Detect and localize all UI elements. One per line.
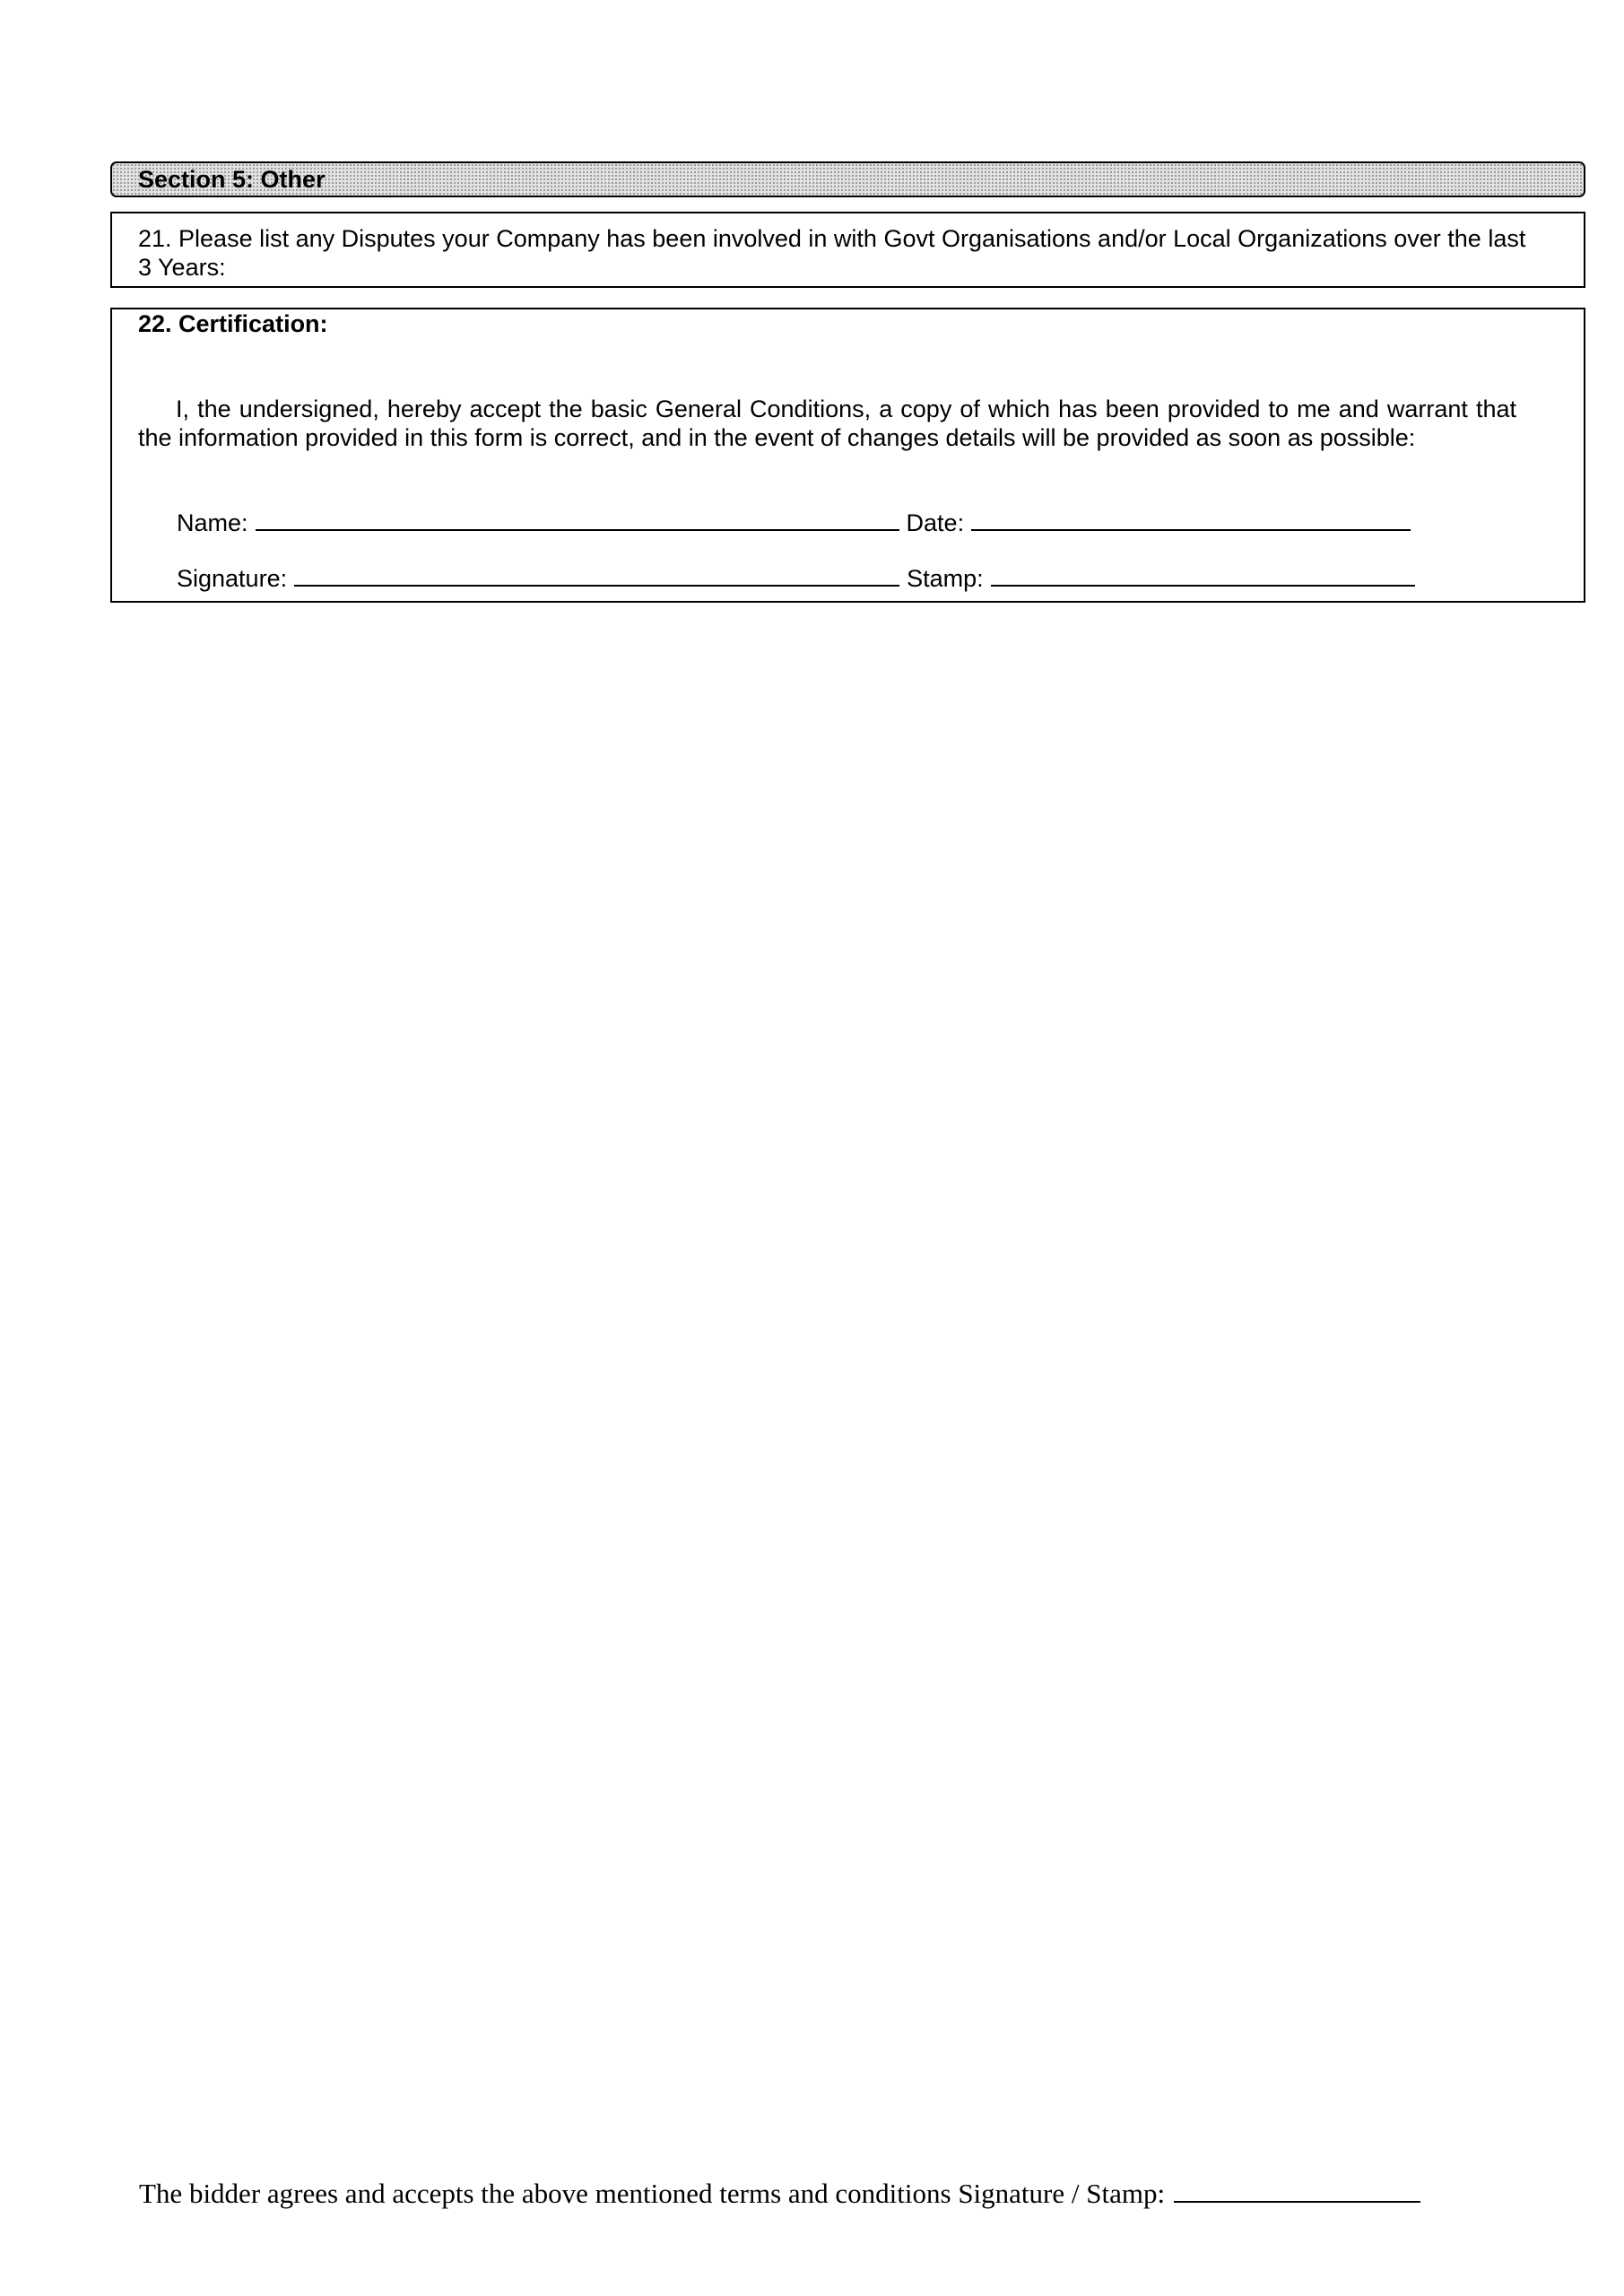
question-21-text: 21. Please list any Disputes your Company has been involved in with Govt Organisations and/or Local Organizations over the last 3 Years: xyxy=(138,225,1526,281)
stamp-label: Stamp: xyxy=(907,565,984,592)
name-field[interactable] xyxy=(256,506,899,531)
certification-title: 22. Certification: xyxy=(138,310,328,337)
stamp-field[interactable] xyxy=(991,561,1415,587)
footer-signature-field[interactable] xyxy=(1174,2176,1420,2203)
signature-label: Signature: xyxy=(177,565,288,592)
footer-text: The bidder agrees and accepts the above mentioned terms and conditions Signature / Stamp: xyxy=(139,2178,1166,2209)
question-21-box xyxy=(110,212,1585,288)
date-label: Date: xyxy=(906,509,965,536)
section-title: Section 5: Other xyxy=(138,165,326,193)
certification-statement-text: I, the undersigned, hereby accept the basic General Conditions, a copy of which has been provided to me and warrant that the information provided in this form is correct, and in the event of changes details will be provided as soon as possible: xyxy=(138,396,1516,451)
date-field[interactable] xyxy=(971,506,1411,531)
certification-statement xyxy=(138,395,1516,452)
section-5-header xyxy=(110,161,1585,197)
signature-field[interactable] xyxy=(294,561,899,587)
certification-box xyxy=(110,308,1585,603)
name-label: Name: xyxy=(177,509,248,536)
bidder-agreement-footer xyxy=(139,2176,1420,2210)
name-date-row xyxy=(177,506,1411,537)
signature-stamp-row xyxy=(177,561,1415,593)
